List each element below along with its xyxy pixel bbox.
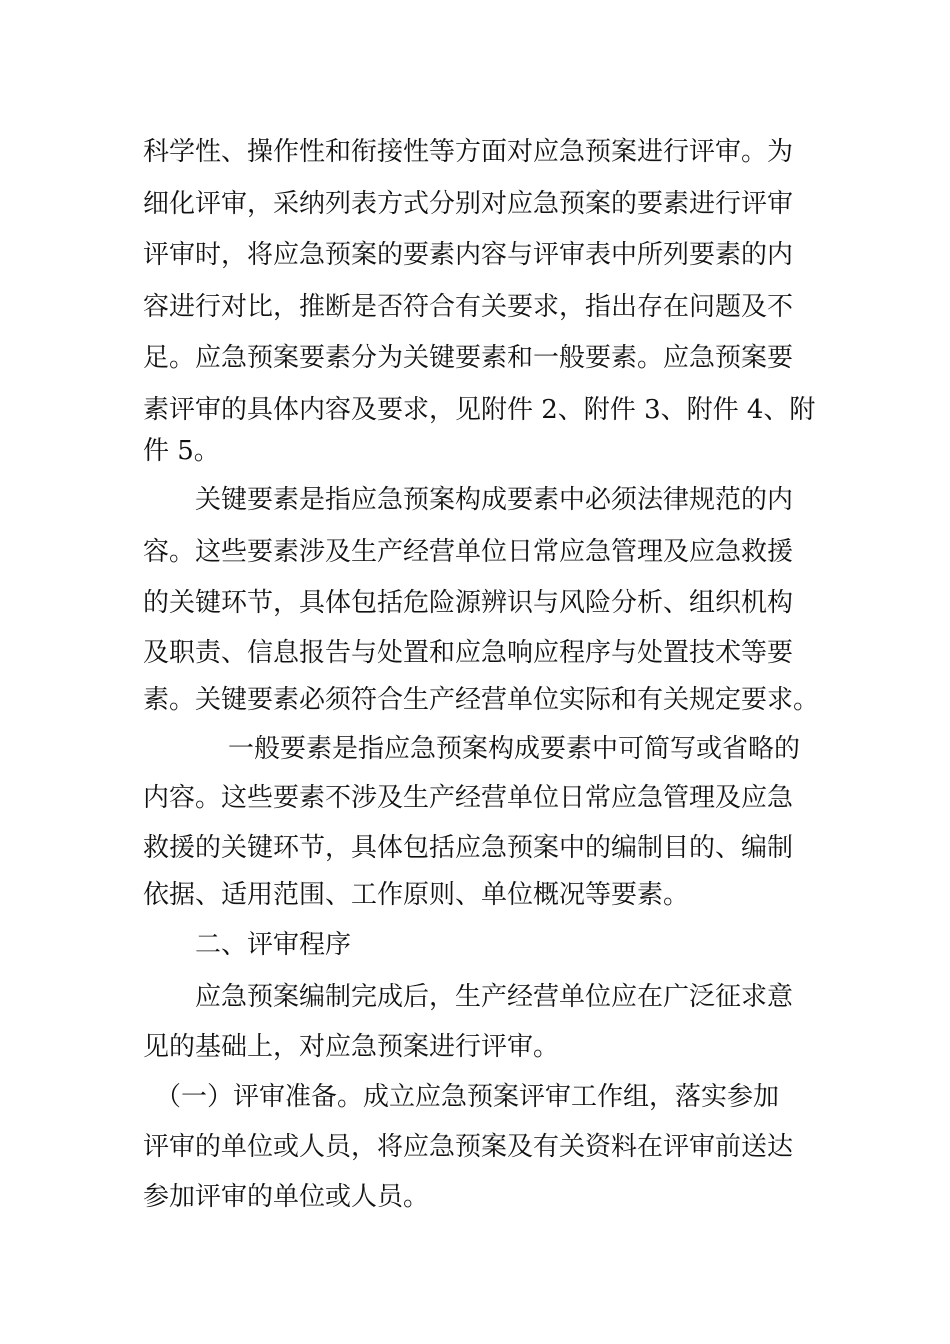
text-line: 足。应急预案要素分为关键要素和一般要素。应急预案要 bbox=[143, 343, 794, 373]
text-line: 容。这些要素涉及生产经营单位日常应急管理及应急救援 bbox=[143, 537, 794, 567]
text-line: 评审时，将应急预案的要素内容与评审表中所列要素的内 bbox=[143, 240, 794, 270]
text-line: 素。关键要素必须符合生产经营单位实际和有关规定要求。 bbox=[143, 685, 820, 715]
text-line: 细化评审，采纳列表方式分别对应急预案的要素进行评审 bbox=[143, 189, 794, 219]
text-line: 科学性、操作性和衔接性等方面对应急预案进行评审。为 bbox=[143, 137, 794, 167]
paragraph-first-line: 一般要素是指应急预案构成要素中可简写或省略的 bbox=[228, 734, 801, 764]
section-heading: 二、评审程序 bbox=[195, 930, 352, 960]
text-line: 救援的关键环节，具体包括应急预案中的编制目的、编制 bbox=[143, 833, 794, 863]
paragraph-first-line: （一）评审准备。成立应急预案评审工作组，落实参加 bbox=[155, 1082, 780, 1112]
text-line: 内容。这些要素不涉及生产经营单位日常应急管理及应急 bbox=[143, 783, 794, 813]
text-line: 及职责、信息报告与处置和应急响应程序与处置技术等要 bbox=[143, 638, 794, 668]
text-line: 参加评审的单位或人员。 bbox=[143, 1182, 430, 1212]
text-line: 的关键环节，具体包括危险源辨识与风险分析、组织机构 bbox=[143, 588, 794, 618]
text-line: 容进行对比，推断是否符合有关要求，指出存在问题及不 bbox=[143, 292, 794, 322]
text-line: 见的基础上，对应急预案进行评审。 bbox=[143, 1032, 560, 1062]
text-line: 评审的单位或人员，将应急预案及有关资料在评审前送达 bbox=[143, 1132, 794, 1162]
paragraph-first-line: 关键要素是指应急预案构成要素中必须法律规范的内 bbox=[195, 485, 794, 515]
paragraph-first-line: 应急预案编制完成后，生产经营单位应在广泛征求意 bbox=[195, 982, 794, 1012]
text-line: 件 5。 bbox=[143, 436, 220, 466]
text-line: 素评审的具体内容及要求，见附件 2、附件 3、附件 4、附 bbox=[143, 395, 816, 425]
text-line: 依据、适用范围、工作原则、单位概况等要素。 bbox=[143, 880, 690, 910]
